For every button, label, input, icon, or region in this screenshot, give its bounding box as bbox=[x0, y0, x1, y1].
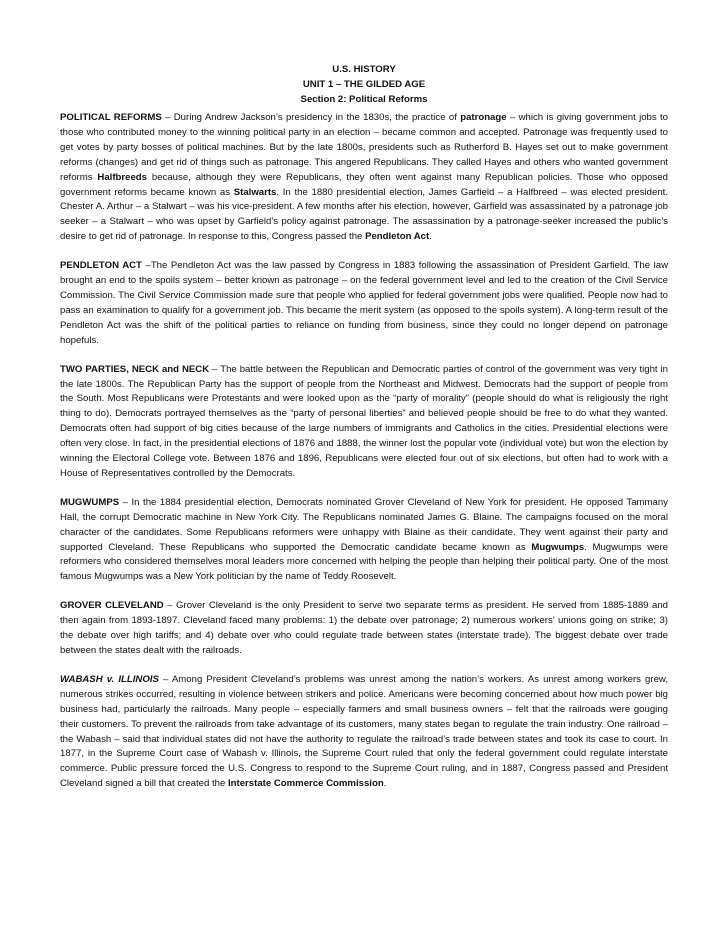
text: . bbox=[383, 778, 387, 790]
paragraph-pendleton-act bbox=[60, 259, 668, 348]
text: – The battle between the Republican and Democratic parties of control of the government was very tight in the late 1800s. The Republican Party has the support of people from the Northeast and Midwest. Democrats had the support of people from the South. Most Republicans were Protestants and were looked upon as the “party of morality” (people should do what is religiously the right thing to do). Democrats portrayed themselves as the “party of personal liberties” and believed people should be free to do what they wanted. Democrats often had support of big cities because of the large numbers of immigrants and Catholics in the cities. Presidential elections were often very close. In fact, in the presidential elections of 1876 and 1888, the winner lost the popular vote (individual vote) but won the election by winning the Electoral College vote. Between 1876 and 1896, Republicans were elected four out of six elections, but often had to work with a House of Representatives controlled by the Democrats. bbox=[60, 363, 668, 479]
text: – Among President Cleveland’s problems was unrest among the nation’s workers. As unrest among workers grew, numerous strikes occurred, resulting in violence between strikers and police. Americans were becoming concerned about how much power big business had, particularly the railroads. Many people – especially farmers and small business owners – felt that the railroads were gouging their customers. To prevent the railroads from take advantage of its customers, many states began to regulate the train industry. One railroad – the Wabash – said that individual states did not have the authority to regulate the railroad’s trade between states and took its case to court. In 1877, in the Supreme Court case of Wabash v. Illinois, the Supreme Court ruled that only the federal government could regulate interstate commerce. Public pressure forced the U.S. Congress to respond to the Supreme Court ruling, and in 1887, Congress passed and President Cleveland signed a bill that created the bbox=[60, 673, 668, 790]
section-title: Section 2: Political Reforms bbox=[300, 94, 428, 105]
paragraph-two-parties bbox=[60, 363, 668, 482]
heading-mugwumps: MUGWUMPS bbox=[60, 496, 120, 508]
term-interstate-commerce-commission: Interstate Commerce Commission bbox=[228, 778, 384, 790]
term-patronage: patronage bbox=[460, 112, 507, 123]
heading-pendleton-act: PENDLETON ACT bbox=[60, 260, 142, 272]
text: because, although they were Republicans, they often went against many Republican policies. Those who opposed government reforms became known as bbox=[60, 171, 668, 198]
term-halfbreeds: Halfbreeds bbox=[97, 171, 147, 183]
text: . bbox=[429, 231, 432, 243]
text: . Mugwumps were reformers who considered themselves moral leaders more concerned with helping the people than helping their political party. One of the most famous Mugwumps was a New York politician by the name of Teddy Roosevelt. bbox=[60, 541, 669, 583]
document-body bbox=[60, 111, 668, 792]
term-stalwarts: Stalwarts bbox=[233, 186, 277, 198]
unit-title: UNIT 1 – THE GILDED AGE bbox=[302, 79, 426, 90]
text: – During Andrew Jackson’s presidency in the 1830s, the practice of bbox=[161, 112, 461, 123]
term-mugwumps: Mugwumps bbox=[531, 541, 585, 553]
heading-two-parties: TWO PARTIES, NECK and NECK bbox=[60, 363, 210, 375]
text: – which is giving government jobs to those who contributed money to the winning political party in an election – became common and accepted. Patronage was frequently used to get votes by party bosses of political machines. But by the late 1800s, presidents such as Rutherford B. Hayes set out to make government reforms (changes) and get rid of things such as patronage. This angered Republicans. They called Hayes and others who wanted government reforms bbox=[60, 112, 669, 183]
text: . In the 1880 presidential election, James Garfield – a Halfbreed – was elected president. Chester A. Arthur – a Stalwart – was his vice-president. A few months after his election, however, Garfield was assassinated by a patronage job seeker – a Stalwart – who was upset by Garfield’s policy against patronage. The assassination by a patronage-seeker increased the public’s desire to get rid of patronage. In response to this, Congress passed the bbox=[60, 186, 669, 243]
paragraph-wabash bbox=[60, 673, 668, 792]
heading-wabash-v-illinois: WABASH v. ILLINOIS bbox=[60, 673, 159, 685]
term-pendleton-act: Pendleton Act bbox=[365, 231, 430, 243]
document-header bbox=[250, 62, 478, 107]
course-title: U.S. HISTORY bbox=[332, 64, 396, 75]
heading-political-reforms: POLITICAL REFORMS bbox=[60, 112, 162, 123]
text: – In the 1884 presidential election, Democrats nominated Grover Cleveland of New York for president. He opposed Tammany Hall, the corrupt Democratic machine in New York City. The Republicans nominated James G. Blaine. The campaigns focused on the moral character of the candidates. Some Republicans reformers were unhappy with Blaine as their candidate. They went against their party and supported Cleveland. These Republicans who supported the Democratic candidate became known as bbox=[60, 496, 668, 553]
paragraph-political-reforms bbox=[60, 111, 668, 245]
text: – Grover Cleveland is the only President to serve two separate terms as president. He served from 1885-1889 and then again from 1893-1897. Cleveland faced many problems: 1) the debate over patronage; 2) numerous workers’ unions going on strike; 3) the debate over high tariffs; and 4) debate over who could regulate trade between states (interstate trade). The biggest debate over trade between the states dealt with the railroads. bbox=[60, 600, 668, 656]
paragraph-grover-cleveland bbox=[60, 599, 668, 659]
paragraph-mugwumps bbox=[60, 496, 668, 585]
text: –The Pendleton Act was the law passed by Congress in 1883 following the assassination of President Garfield. The law brought an end to the spoils system – better known as patronage – on the federal government level and led to the creation of the Civil Service Commission. The Civil Service Commission made sure that people who applied for federal government jobs were qualified. People now had to pass an examination to qualify for a government job. This became the merit system (as opposed to the spoils system). A long-term result of the Pendleton Act was the shift of the political parties to reliance on funding from business, since they could no longer depend on patronage hopefuls. bbox=[60, 260, 668, 346]
heading-grover-cleveland: GROVER CLEVELAND bbox=[60, 600, 164, 612]
